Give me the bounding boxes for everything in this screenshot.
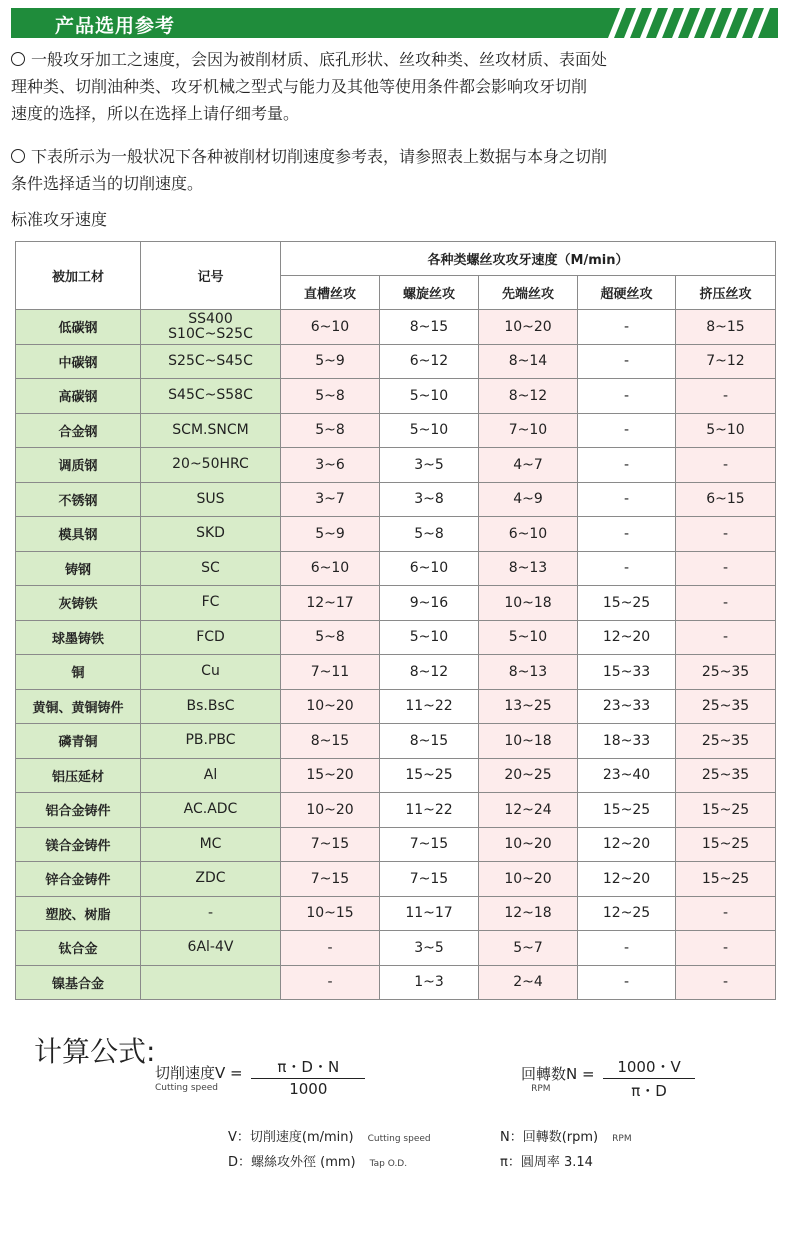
speed-value-cell: 25~35	[676, 724, 776, 759]
material-cell: 灰铸铁	[16, 586, 141, 621]
code-cell: SUS	[141, 482, 281, 517]
decorative-stripes	[588, 8, 778, 38]
speed-value-cell: 12~24	[479, 793, 578, 828]
speed-value-cell: 25~35	[676, 655, 776, 690]
code-cell: S45C~S58C	[141, 379, 281, 414]
cutting-speed-numerator: π・D・N	[251, 1056, 365, 1079]
rpm-formula	[521, 1056, 695, 1101]
speed-value-cell: 12~20	[578, 827, 676, 862]
speed-value-cell: 5~7	[479, 931, 578, 966]
code-cell: 20~50HRC	[141, 448, 281, 483]
speed-value-cell: 7~15	[281, 862, 380, 897]
speed-value-cell: -	[578, 482, 676, 517]
table-row	[16, 827, 776, 862]
table-row	[16, 620, 776, 655]
code-cell: FC	[141, 586, 281, 621]
tapping-speed-table	[15, 241, 776, 1000]
speed-value-cell: 5~8	[380, 517, 479, 552]
speed-value-cell: -	[676, 896, 776, 931]
speed-value-cell: 6~15	[676, 482, 776, 517]
material-cell: 球墨铸铁	[16, 620, 141, 655]
material-cell: 铸钢	[16, 551, 141, 586]
formula-title: 计算公式:	[34, 1035, 156, 1068]
code-cell	[141, 965, 281, 1000]
rpm-label-en: RPM	[531, 1084, 551, 1094]
speed-value-cell: 10~18	[479, 586, 578, 621]
material-cell: 铝合金铸件	[16, 793, 141, 828]
table-row	[16, 413, 776, 448]
speed-value-cell: 15~25	[380, 758, 479, 793]
speed-value-cell: 5~8	[281, 413, 380, 448]
table-row	[16, 689, 776, 724]
circle-bullet-icon	[11, 52, 25, 66]
legend-v: V：切削速度(m/min) Cutting speed	[228, 1130, 431, 1145]
speed-value-cell: -	[578, 413, 676, 448]
speed-value-cell: -	[578, 517, 676, 552]
intro-paragraph-2	[11, 143, 790, 197]
speed-value-cell: 15~25	[676, 862, 776, 897]
material-cell: 高碳钢	[16, 379, 141, 414]
table-row	[16, 586, 776, 621]
speed-value-cell: 3~5	[380, 931, 479, 966]
code-cell: SKD	[141, 517, 281, 552]
speed-value-cell: 8~13	[479, 655, 578, 690]
table-row	[16, 793, 776, 828]
speed-value-cell: -	[676, 620, 776, 655]
speed-value-cell: 20~25	[479, 758, 578, 793]
header-tap-type: 挤压丝攻	[676, 276, 776, 310]
header-tap-speed-group: 各种类螺丝攻攻牙速度（M/min）	[281, 242, 776, 276]
speed-value-cell: 15~25	[676, 793, 776, 828]
material-cell: 模具钢	[16, 517, 141, 552]
code-cell: 6Al-4V	[141, 931, 281, 966]
speed-value-cell: 7~12	[676, 344, 776, 379]
material-cell: 镁合金铸件	[16, 827, 141, 862]
code-cell: Al	[141, 758, 281, 793]
table-row	[16, 448, 776, 483]
material-cell: 调质钢	[16, 448, 141, 483]
speed-value-cell: 15~25	[578, 793, 676, 828]
cutting-speed-denominator: 1000	[289, 1080, 328, 1098]
speed-value-cell: 7~10	[479, 413, 578, 448]
material-cell: 塑胶、树脂	[16, 896, 141, 931]
table-row	[16, 344, 776, 379]
speed-value-cell: 3~7	[281, 482, 380, 517]
table-row	[16, 379, 776, 414]
speed-value-cell: 6~10	[380, 551, 479, 586]
speed-value-cell: 5~8	[281, 379, 380, 414]
code-cell: MC	[141, 827, 281, 862]
header-code: 记号	[141, 242, 281, 310]
header-tap-type: 先端丝攻	[479, 276, 578, 310]
speed-value-cell: 8~12	[380, 655, 479, 690]
speed-value-cell: 23~40	[578, 758, 676, 793]
speed-value-cell: 5~10	[380, 620, 479, 655]
speed-value-cell: 10~20	[281, 793, 380, 828]
speed-value-cell: 25~35	[676, 758, 776, 793]
speed-value-cell: 10~20	[281, 689, 380, 724]
code-cell: Bs.BsC	[141, 689, 281, 724]
speed-value-cell: 5~8	[281, 620, 380, 655]
speed-value-cell: 18~33	[578, 724, 676, 759]
speed-value-cell: 7~15	[380, 827, 479, 862]
speed-value-cell: 12~18	[479, 896, 578, 931]
code-cell: FCD	[141, 620, 281, 655]
speed-value-cell: 1~3	[380, 965, 479, 1000]
speed-value-cell: 3~8	[380, 482, 479, 517]
speed-value-cell: -	[578, 344, 676, 379]
speed-value-cell: -	[676, 586, 776, 621]
speed-value-cell: 8~15	[281, 724, 380, 759]
speed-value-cell: 7~15	[380, 862, 479, 897]
paragraph-line: 条件选择适当的切削速度。	[11, 174, 204, 193]
speed-value-cell: 8~15	[676, 310, 776, 345]
speed-value-cell: -	[676, 551, 776, 586]
speed-value-cell: 5~10	[479, 620, 578, 655]
speed-value-cell: 8~13	[479, 551, 578, 586]
speed-value-cell: 6~10	[281, 310, 380, 345]
speed-value-cell: -	[281, 965, 380, 1000]
material-cell: 铜	[16, 655, 141, 690]
code-cell: SCM.SNCM	[141, 413, 281, 448]
speed-value-cell: 10~15	[281, 896, 380, 931]
table-row	[16, 896, 776, 931]
speed-value-cell: -	[578, 965, 676, 1000]
speed-value-cell: 12~25	[578, 896, 676, 931]
table-row	[16, 758, 776, 793]
paragraph-line: 下表所示为一般状况下各种被削材切削速度参考表，请参照表上数据与本身之切削	[11, 143, 790, 170]
speed-value-cell: 8~14	[479, 344, 578, 379]
table-row	[16, 724, 776, 759]
table-row	[16, 655, 776, 690]
speed-value-cell: 15~33	[578, 655, 676, 690]
code-cell: SS400 S10C~S25C	[141, 310, 281, 345]
speed-value-cell: 11~22	[380, 689, 479, 724]
material-cell: 钛合金	[16, 931, 141, 966]
legend-pi: π：圓周率 3.14	[500, 1155, 593, 1170]
code-cell: PB.PBC	[141, 724, 281, 759]
speed-value-cell: 6~12	[380, 344, 479, 379]
table-row	[16, 482, 776, 517]
speed-value-cell: -	[578, 551, 676, 586]
table-row	[16, 551, 776, 586]
speed-value-cell: 3~5	[380, 448, 479, 483]
material-cell: 合金钢	[16, 413, 141, 448]
intro-paragraph-1	[11, 46, 790, 127]
speed-value-cell: 7~15	[281, 827, 380, 862]
code-cell: ZDC	[141, 862, 281, 897]
table-row	[16, 931, 776, 966]
speed-value-cell: -	[578, 931, 676, 966]
material-cell: 低碳钢	[16, 310, 141, 345]
paragraph-line: 理种类、切削油种类、攻牙机械之型式与能力及其他等使用条件都会影响攻牙切削	[11, 77, 588, 96]
code-cell: Cu	[141, 655, 281, 690]
speed-value-cell: -	[676, 379, 776, 414]
speed-value-cell: 6~10	[281, 551, 380, 586]
speed-value-cell: 11~17	[380, 896, 479, 931]
material-cell: 磷青铜	[16, 724, 141, 759]
header-tap-type: 螺旋丝攻	[380, 276, 479, 310]
speed-value-cell: 23~33	[578, 689, 676, 724]
code-cell: S25C~S45C	[141, 344, 281, 379]
speed-value-cell: 11~22	[380, 793, 479, 828]
table-row	[16, 965, 776, 1000]
paragraph-line: 速度的选择，所以在选择上请仔细考量。	[11, 104, 300, 123]
header-material: 被加工材	[16, 242, 141, 310]
speed-value-cell: 10~20	[479, 862, 578, 897]
material-cell: 锌合金铸件	[16, 862, 141, 897]
code-cell: AC.ADC	[141, 793, 281, 828]
legend-n: N：回轉数(rpm) RPM	[500, 1130, 632, 1145]
speed-value-cell: 5~10	[676, 413, 776, 448]
rpm-label: 回轉数N =	[521, 1065, 595, 1083]
speed-value-cell: 15~25	[578, 586, 676, 621]
speed-value-cell: -	[578, 448, 676, 483]
speed-value-cell: 4~7	[479, 448, 578, 483]
speed-value-cell: 4~9	[479, 482, 578, 517]
speed-value-cell: 9~16	[380, 586, 479, 621]
rpm-numerator: 1000・V	[603, 1056, 694, 1079]
speed-value-cell: -	[676, 517, 776, 552]
code-cell: SC	[141, 551, 281, 586]
speed-value-cell: -	[281, 931, 380, 966]
speed-value-cell: 8~15	[380, 310, 479, 345]
cutting-speed-label-en: Cutting speed	[155, 1082, 219, 1093]
section-title: 产品选用参考	[55, 15, 176, 37]
speed-value-cell: -	[676, 965, 776, 1000]
paragraph-line: 一般攻牙加工之速度，会因为被削材质、底孔形状、丝攻种类、丝攻材质、表面处	[11, 46, 790, 73]
speed-value-cell: 8~12	[479, 379, 578, 414]
code-cell: -	[141, 896, 281, 931]
speed-value-cell: 15~20	[281, 758, 380, 793]
speed-value-cell: 12~17	[281, 586, 380, 621]
circle-bullet-icon	[11, 149, 25, 163]
material-cell: 镍基合金	[16, 965, 141, 1000]
header-tap-type: 超硬丝攻	[578, 276, 676, 310]
cutting-speed-formula	[155, 1056, 365, 1098]
speed-value-cell: 6~10	[479, 517, 578, 552]
speed-value-cell: 12~20	[578, 862, 676, 897]
table-row	[16, 310, 776, 345]
speed-value-cell: 5~9	[281, 517, 380, 552]
speed-value-cell: 10~20	[479, 310, 578, 345]
speed-value-cell: 2~4	[479, 965, 578, 1000]
speed-value-cell: 5~10	[380, 379, 479, 414]
section-header-bar	[11, 8, 778, 38]
speed-value-cell: -	[578, 310, 676, 345]
material-cell: 不锈钢	[16, 482, 141, 517]
speed-value-cell: 25~35	[676, 689, 776, 724]
speed-value-cell: 5~9	[281, 344, 380, 379]
table-row	[16, 862, 776, 897]
table-row	[16, 517, 776, 552]
speed-value-cell: 5~10	[380, 413, 479, 448]
speed-value-cell: -	[676, 448, 776, 483]
material-cell: 黄铜、黄铜铸件	[16, 689, 141, 724]
speed-value-cell: -	[578, 379, 676, 414]
table-section-label: 标准攻牙速度	[11, 210, 108, 229]
speed-value-cell: 10~18	[479, 724, 578, 759]
speed-value-cell: 8~15	[380, 724, 479, 759]
speed-value-cell: 15~25	[676, 827, 776, 862]
legend-d: D：螺絲攻外徑 (mm) Tap O.D.	[228, 1155, 408, 1170]
cutting-speed-label: 切削速度V =	[155, 1063, 243, 1082]
header-tap-type: 直槽丝攻	[281, 276, 380, 310]
speed-value-cell: 12~20	[578, 620, 676, 655]
material-cell: 铝压延材	[16, 758, 141, 793]
speed-value-cell: 10~20	[479, 827, 578, 862]
speed-value-cell: 13~25	[479, 689, 578, 724]
speed-value-cell: 3~6	[281, 448, 380, 483]
material-cell: 中碳钢	[16, 344, 141, 379]
speed-value-cell: 7~11	[281, 655, 380, 690]
rpm-denominator: π・D	[631, 1082, 667, 1100]
speed-value-cell: -	[676, 931, 776, 966]
